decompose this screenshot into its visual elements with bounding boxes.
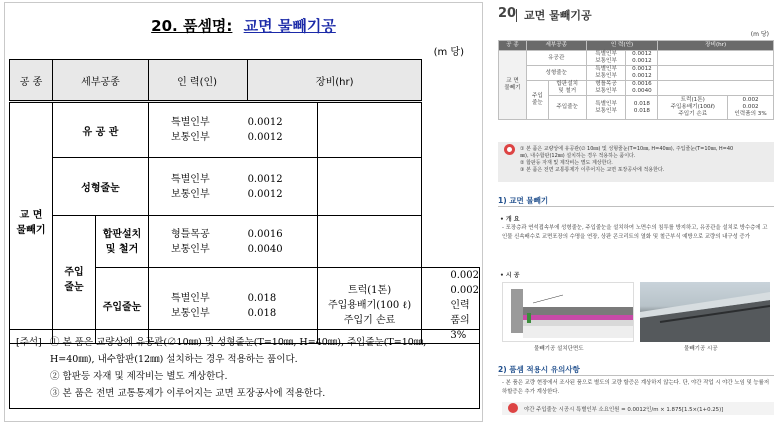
overview-text: - 포장층과 연석접속부에 성형줄눈, 주입줄눈을 설치하여 노면수의 침투를 방지하고, 유공관을 설치로 방수층에 고인물 신속배수로 교면포장의 수명을 연장, 상판 콘크리트의 열화 및 철근부식 예방으로 교량의 내구성 증가 xyxy=(502,225,768,240)
labor-type: 특별인부 보통인부 xyxy=(586,51,626,66)
diagram-caption: 물빼기공 설치단면도 xyxy=(534,346,584,352)
unit-label: (m 당) xyxy=(750,31,769,38)
section-heading: 1) 교면 물빼기 xyxy=(498,196,549,205)
equipment-cell: 트럭(1톤) 주입용배기(100ℓ) 주입기 손료 xyxy=(658,96,728,120)
equipment-qty-cell: 0.002 0.002 인력품의 3% xyxy=(728,96,774,120)
group-cell: 주입 줄눈 xyxy=(526,81,548,120)
labor-qty-cell: 0.0012 0.0012 xyxy=(248,102,318,158)
group-cell: 주입 줄눈 xyxy=(53,216,96,344)
callout-text: 야간 주입줄눈 시공시 특별인부 소요인원 = 0.0012인/m × 1.875[1.5×(1+0.25)] xyxy=(524,407,724,413)
header-sub-work: 세부공종 xyxy=(53,60,149,102)
cross-section-diagram xyxy=(502,282,634,342)
table-row xyxy=(499,66,774,81)
section-heading: 2) 품셈 적용시 유의사항 xyxy=(498,365,580,374)
labor-table xyxy=(9,59,480,344)
pin-icon xyxy=(508,403,518,413)
caution-text: - 본 품은 교량 현장에서 조사된 품으로 별도의 교량 할증은 계상하지 않는다. 단, 야간 작업 시 야간 노임 및 능률저하할증은 추가 계상한다. xyxy=(502,380,770,395)
title-number: 20. 품셈명: xyxy=(151,17,233,35)
note-line: ③ 본 품은 전면 교통통제가 이루어지는 교면 포장공사에 적용한다. xyxy=(50,388,326,399)
table-header-row xyxy=(499,41,774,51)
labor-qty-cell: 0.018 0.018 xyxy=(626,96,658,120)
table-row xyxy=(10,158,480,216)
labor-type: 특별인부 보통인부 xyxy=(148,268,247,344)
equipment-cell xyxy=(317,216,422,268)
table-row xyxy=(10,102,480,158)
cross-section-diagram-svg xyxy=(503,283,634,342)
sub-work-cell: 성형줄눈 xyxy=(526,66,586,81)
equipment-cell: 트럭(1톤) 주입용배기(100 ℓ) 주입기 손료 xyxy=(317,268,422,344)
equipment-cell xyxy=(658,81,774,96)
sub-work-cell: 주입줄눈 xyxy=(96,268,149,344)
right-document-panel xyxy=(494,2,777,422)
header-labor: 인 력(인) xyxy=(586,41,658,51)
notes-box xyxy=(498,142,774,182)
labor-type: 형틀목공 보통인부 xyxy=(148,216,247,268)
divider xyxy=(498,206,774,207)
title-name: 교면 물빼기공 xyxy=(243,17,336,35)
header-sub-work: 세부공종 xyxy=(526,41,586,51)
labor-qty-cell: 0.0012 0.0012 xyxy=(248,158,318,216)
note-line: H=40㎜), 내수합판(12㎜) 설치하는 경우 적용하는 품이다. xyxy=(50,354,298,365)
table-row xyxy=(499,51,774,66)
equipment-cell xyxy=(658,51,774,66)
category-cell: 교 면 물빼기 xyxy=(10,102,53,344)
note-line: ② 합판등 자재 및 제작비는 별도 계상한다. xyxy=(50,371,228,382)
labor-cell xyxy=(148,102,247,158)
table-header-row xyxy=(10,60,480,102)
labor-type: 특별인부 보통인부 xyxy=(170,117,210,143)
sub-work-cell: 유공관 xyxy=(526,51,586,66)
labor-type: 특별인부 보통인부 xyxy=(586,96,626,120)
equipment-cell xyxy=(658,66,774,81)
header-work-type: 공 종 xyxy=(499,41,527,51)
notes-box xyxy=(9,329,480,409)
labor-type: 특별인부 보통인부 xyxy=(586,66,626,81)
sub-work-cell: 유 공 관 xyxy=(53,102,149,158)
equipment-cell xyxy=(317,158,422,216)
labor-qty-cell: 0.018 0.018 xyxy=(248,268,318,344)
construction-photo xyxy=(640,282,770,342)
construction-photo-svg xyxy=(640,282,770,342)
labor-qty-cell: 0.0012 0.0012 xyxy=(626,66,658,81)
sub-work-cell: 성형줄눈 xyxy=(53,158,149,216)
sub-work-cell: 주입줄눈 xyxy=(548,96,586,120)
callout-box xyxy=(502,402,774,415)
table-row xyxy=(10,216,480,268)
note-line: ② 합판등 자재 및 제작비는 별도 계상한다. xyxy=(520,160,613,166)
right-header xyxy=(494,6,777,24)
overview-heading: • 개 요 xyxy=(500,216,520,223)
document-title xyxy=(5,15,482,36)
labor-type: 형틀목공 보통인부 xyxy=(586,81,626,96)
header-equipment: 장비(hr) xyxy=(658,41,774,51)
unit-label: (m 당) xyxy=(433,47,464,58)
construction-heading: • 시 공 xyxy=(500,272,520,279)
section-title: 교면 물빼기공 xyxy=(524,9,592,22)
labor-qty-cell: 0.0016 0.0040 xyxy=(248,216,318,268)
sub-work-cell: 합판설치 및 철거 xyxy=(548,81,586,96)
category-cell: 교 면 물빼기 xyxy=(499,51,527,120)
equipment-cell xyxy=(317,102,422,158)
note-line: ㎜), 내수합판(12㎜) 설치하는 경우 적용하는 품이다. xyxy=(520,153,636,159)
labor-type: 특별인부 보통인부 xyxy=(148,158,247,216)
summary-table xyxy=(498,40,774,120)
left-document-panel xyxy=(4,2,483,422)
labor-qty-cell: 0.0012 0.0012 xyxy=(626,51,658,66)
section-number: 20 xyxy=(498,6,517,21)
divider xyxy=(516,9,517,22)
note-line: ③ 본 품은 전면 교통통제가 이루어지는 교면 포장공사에 적용한다. xyxy=(520,167,665,173)
pin-icon xyxy=(504,144,515,155)
sub-work-cell: 합판설치 및 철거 xyxy=(96,216,149,268)
header-work-type: 공 종 xyxy=(10,60,53,102)
photo-caption: 물빼기공 시공 xyxy=(684,346,718,352)
note-line: ① 본 품은 교량상에 유공관(∅ 10㎜) 및 성형줄눈(T=10㎜, H=40㎜), 주입줄눈(T=10㎜, H=40 xyxy=(520,146,734,152)
header-labor: 인 력(인) xyxy=(148,60,247,102)
table-row xyxy=(499,81,774,96)
labor-qty-cell: 0.0016 0.0040 xyxy=(626,81,658,96)
divider xyxy=(498,375,774,376)
equipment-qty-cell: 0.002 0.002 인력품의 3% xyxy=(422,268,480,344)
header-equipment: 장비(hr) xyxy=(248,60,422,102)
note-line: ① 본 품은 교량상에 유공관(∅10㎜) 및 성형줄눈(T=10㎜, H=40㎜), 주입줄눈(T=10㎜, xyxy=(50,337,427,348)
notes-label: [주석] xyxy=(16,337,42,348)
